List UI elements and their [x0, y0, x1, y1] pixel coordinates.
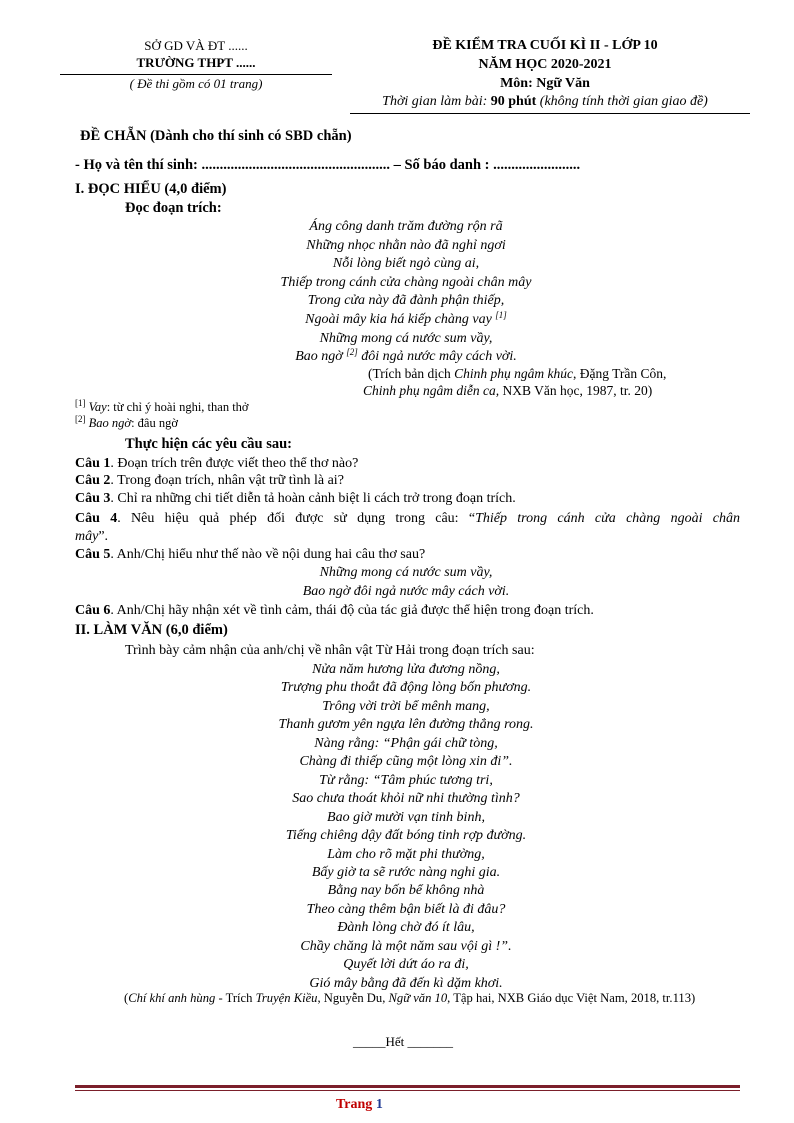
source-text: (: [124, 991, 129, 1005]
poem-line: Những mong cá nước sum vầy,: [319, 330, 493, 346]
source-text: - Trích: [215, 991, 256, 1005]
poem-line: Chầy chăng là một năm sau vội gì !”.: [300, 938, 512, 954]
time-prefix: Thời gian làm bài:: [382, 94, 491, 109]
poem-line: Bấy giờ ta sẽ rước nàng nghi gia.: [311, 864, 501, 880]
excerpt-source-line2: [363, 383, 652, 399]
poem-line: Bao giờ mười vạn tinh binh,: [327, 809, 485, 825]
page-number: [336, 1097, 383, 1113]
school-year: NĂM HỌC 2020-2021: [478, 57, 612, 72]
footnote-text: : đâu ngờ: [131, 416, 178, 430]
question-text: . Trong đoạn trích, nhân vật trữ tình là ai?: [110, 473, 344, 488]
poem-line: Gió mây bằng đã đến kì dặm khơi.: [309, 975, 503, 991]
question-1: [75, 455, 740, 473]
footnote-mark: [1]: [75, 398, 86, 408]
footnote-text: : từ chỉ ý hoài nghi, than thở: [106, 400, 249, 414]
source-text: NXB Văn học, 1987, tr. 20): [499, 383, 653, 398]
poem-line: Từ rằng: “Tâm phúc tương tri,: [319, 772, 493, 788]
source-text: (Trích bản dịch: [368, 366, 455, 381]
footnote-2: [75, 416, 178, 431]
exam-time: [350, 94, 740, 110]
excerpt-poem: [0, 218, 794, 367]
essay-source: [124, 991, 695, 1006]
footnote-1: [75, 400, 249, 415]
source-text: , Tập hai, NXB Giáo dục Việt Nam, 2018, tr.113): [447, 991, 696, 1005]
poem-line-text: Bao ngờ: [295, 349, 347, 365]
poem-line-text: đôi ngả nước mây cách vời.: [357, 349, 517, 365]
question-3: [75, 490, 740, 508]
question-label: Câu 3: [75, 491, 111, 506]
question-label: Câu 5: [75, 547, 111, 562]
poem-line: Trượng phu thoắt đã động lòng bốn phương.: [280, 680, 532, 696]
poem-line: Thanh gươm yên ngựa lên đường thẳng rong.: [278, 717, 534, 733]
section2-heading: II. LÀM VĂN (6,0 điểm): [75, 622, 228, 638]
poem-line: Theo càng thêm bận biết là đi đâu?: [306, 901, 506, 917]
essay-poem: [0, 661, 794, 993]
footnote-term: Vay: [85, 400, 107, 414]
question-text: . Anh/Chị hãy nhận xét về tình cảm, thái độ của tác giả được thể hiện trong đoạn trích.: [110, 603, 594, 618]
header-left-rule: [60, 74, 332, 75]
page-count-note: ( Đề thi gồm có 01 trang): [129, 76, 263, 91]
question-quote: Thiếp trong cánh cửa chàng ngoài chân: [475, 511, 740, 526]
question-label: Câu 6: [75, 603, 111, 618]
source-title: Chinh phụ ngâm khúc: [454, 366, 573, 381]
header-right-rule: [350, 113, 750, 114]
poem-line: Nỗi lòng biết ngỏ cùng ai,: [332, 256, 480, 272]
question-quote: mây: [75, 529, 99, 544]
poem-line: Những nhọc nhằn nào đã nghỉ ngơi: [306, 237, 506, 253]
poem-line: [0, 348, 794, 367]
question-6: [75, 602, 740, 620]
page-digit: 1: [375, 1097, 383, 1112]
poem-line: Áng công danh trăm đường rộn rã: [309, 219, 503, 234]
footnote-ref-1: [1]: [495, 309, 507, 320]
source-title: Truyện Kiều: [255, 991, 318, 1005]
question-text: . Anh/Chị hiểu như thế nào về nội dung hai câu thơ sau?: [110, 547, 426, 562]
poem-line: [0, 311, 794, 330]
question-label: Câu 1: [75, 456, 111, 471]
footer-rule-thick: [75, 1085, 740, 1088]
source-text: , Đặng Trần Côn,: [573, 366, 667, 381]
exam-title: ĐỀ KIỂM TRA CUỐI KÌ II - LỚP 10: [432, 38, 658, 53]
question-text: . Chỉ ra những chi tiết diễn tả hoàn cảnh biệt li cách trở trong đoạn trích.: [110, 491, 516, 506]
candidate-info-line: - Họ và tên thí sinh: .................................................... – Số báo danh : ........................: [75, 157, 581, 173]
time-suffix: (không tính thời gian giao đề): [536, 94, 708, 109]
section2-prompt: Trình bày cảm nhận của anh/chị về nhân vật Từ Hải trong đoạn trích sau:: [125, 643, 535, 658]
source-title: Chí khí anh hùng: [128, 991, 216, 1005]
poem-line: Bao ngờ đôi ngả nước mây cách vời.: [302, 583, 510, 599]
question-5-poem: [0, 564, 794, 601]
excerpt-source-line1: [368, 366, 666, 382]
poem-line: Sao chưa thoát khỏi nữ nhi thường tình?: [292, 791, 520, 807]
footnote-term: Bao ngờ: [85, 416, 132, 430]
end-mark: _____Hết _______: [353, 1034, 454, 1049]
subject: Môn: Ngữ Văn: [500, 76, 590, 91]
question-text: . Đoạn trích trên được viết theo thể thơ nào?: [110, 456, 359, 471]
poem-line: Nửa năm hương lửa đương nồng,: [312, 662, 500, 677]
source-title: Chinh phụ ngâm diễn ca,: [363, 383, 500, 398]
poem-line-text: Ngoài mây kia há kiếp chàng vay: [305, 311, 496, 327]
question-5: [75, 546, 740, 564]
poem-line: Nàng rằng: “Phận gái chữ tòng,: [314, 735, 498, 751]
poem-line: Thiếp trong cánh cửa chàng ngoài chân mây: [280, 274, 532, 290]
question-4-continued: [75, 528, 740, 546]
poem-line: Đành lòng chờ đó ít lâu,: [337, 920, 475, 936]
poem-line: Làm cho rõ mặt phi thường,: [327, 846, 485, 862]
poem-line: Bằng nay bốn bể không nhà: [327, 883, 485, 899]
department-name: SỞ GD VÀ ĐT ......: [144, 38, 248, 53]
page-word: Trang: [336, 1097, 376, 1112]
footer-rule-thin: [75, 1090, 740, 1091]
poem-line: Tiếng chiêng dậy đất bóng tinh rợp đường.: [285, 828, 527, 844]
section1-intro: Đọc đoạn trích:: [125, 200, 222, 216]
exam-version: ĐỀ CHẴN (Dành cho thí sinh có SBD chẵn): [80, 128, 352, 144]
footnote-ref-2: [2]: [346, 347, 358, 358]
footnote-mark: [2]: [75, 414, 86, 424]
poem-line: Chàng đi thiếp cũng một lòng xin đi”.: [299, 754, 513, 770]
question-label: Câu 2: [75, 473, 111, 488]
question-4: [75, 510, 740, 528]
question-text: . Nêu hiệu quả phép đối được sử dụng trong câu: “: [117, 511, 476, 526]
question-text: ”.: [98, 529, 109, 544]
poem-line: Trong cửa này đã đành phận thiếp,: [307, 293, 505, 309]
poem-line: Quyết lời dứt áo ra đi,: [343, 957, 469, 973]
poem-line: Những mong cá nước sum vầy,: [319, 565, 493, 580]
source-title: Ngữ văn 10: [388, 991, 448, 1005]
time-value: 90 phút: [490, 94, 537, 109]
source-text: , Nguyễn Du,: [317, 991, 389, 1005]
section1-heading: I. ĐỌC HIỂU (4,0 điểm): [75, 181, 227, 197]
school-name: TRƯỜNG THPT ......: [136, 55, 256, 70]
tasks-heading: Thực hiện các yêu cầu sau:: [125, 436, 292, 452]
poem-line: Trông vời trời bể mênh mang,: [322, 698, 490, 714]
question-2: [75, 472, 740, 490]
question-label: Câu 4: [75, 511, 118, 526]
